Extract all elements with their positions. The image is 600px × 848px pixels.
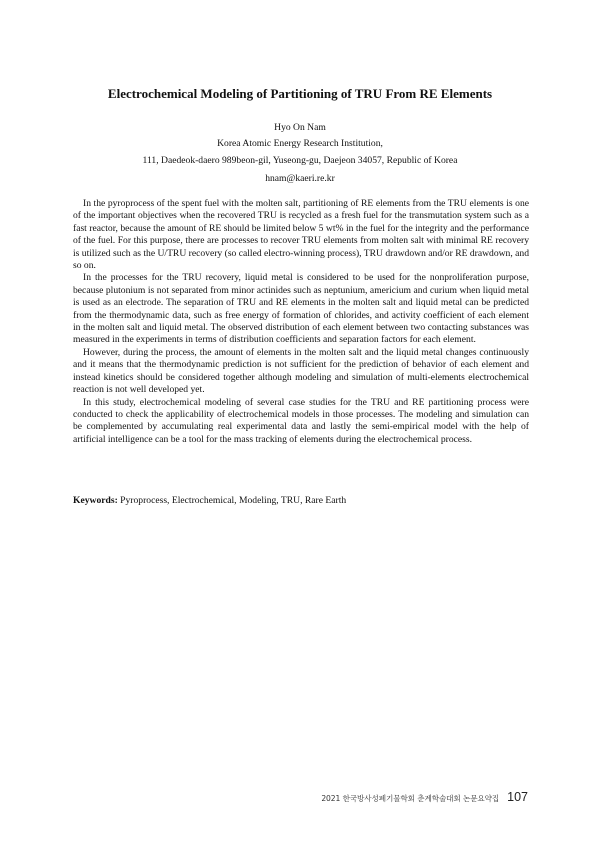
keywords-label: Keywords: [73, 495, 118, 506]
abstract-paragraph-1: In the pyroprocess of the spent fuel with the molten salt, partitioning of RE elements from the TRU elements is one of the important objectives when the recovered TRU is recycled as a fresh fuel for the transmutation system such as a fast reactor, because the amount of RE should be limited below 5 wt% in the fuel for the integrity and the performance of the fuel. For this purpose, there are processes to recover TRU elements from molten salt with minimal RE recovery is utilized such as the U/TRU recovery (so called electro-winning process), TRU drawdown and/or RE drawdown, and so on. [73, 198, 529, 272]
keywords-line [73, 495, 529, 507]
page-number: 107 [507, 790, 528, 804]
footer-proceedings-title: 2021 한국방사성폐기물학회 춘계학술대회 논문요약집 [321, 794, 500, 803]
author-affiliation: Korea Atomic Energy Research Institution, [217, 138, 383, 149]
author-address: 111, Daedeok-daero 989beon-gil, Yuseong-gu, Daejeon 34057, Republic of Korea [142, 155, 458, 166]
page-footer [321, 790, 528, 804]
author-name: Hyo On Nam [274, 122, 326, 133]
paper-title: Electrochemical Modeling of Partitioning of TRU From RE Elements [107, 86, 493, 101]
keywords-text: Pyroprocess, Electrochemical, Modeling, TRU, Rare Earth [117, 495, 347, 506]
abstract-paragraph-2: In the processes for the TRU recovery, liquid metal is considered to be used for the nonproliferation purpose, because plutonium is not separated from minor actinides such as neptunium, americium and curium when liquid metal is used as an electrode. The separation of TRU and RE elements in the molten salt and liquid metal can be predicted from the thermodynamic data, such as free energy of formation of chlorides, and activity coefficient of each element in the molten salt and liquid metal. The observed distribution of each element between two contacting substances was measured in the experiments in terms of distribution coefficients and separation factors for each element. [73, 272, 529, 346]
abstract-body [73, 198, 529, 446]
abstract-paragraph-4: In this study, electrochemical modeling of several case studies for the TRU and RE partitioning process were conducted to check the applicability of electrochemical models in those processes. The modeling and simulation can be complemented by accumulating real experimental data and lastly the semi-empirical model with the help of artificial intelligence can be a tool for the mass tracking of elements during the electrochemical process. [73, 396, 529, 445]
abstract-paragraph-3: However, during the process, the amount of elements in the molten salt and the liquid metal changes continuously and it means that the thermodynamic prediction is not sufficient for the prediction of behavior of each element and instead kinetics should be considered together although modeling and simulation of multi-elements electrochemical reaction is not well developed yet. [73, 346, 529, 396]
author-email: hnam@kaeri.re.kr [265, 173, 335, 184]
